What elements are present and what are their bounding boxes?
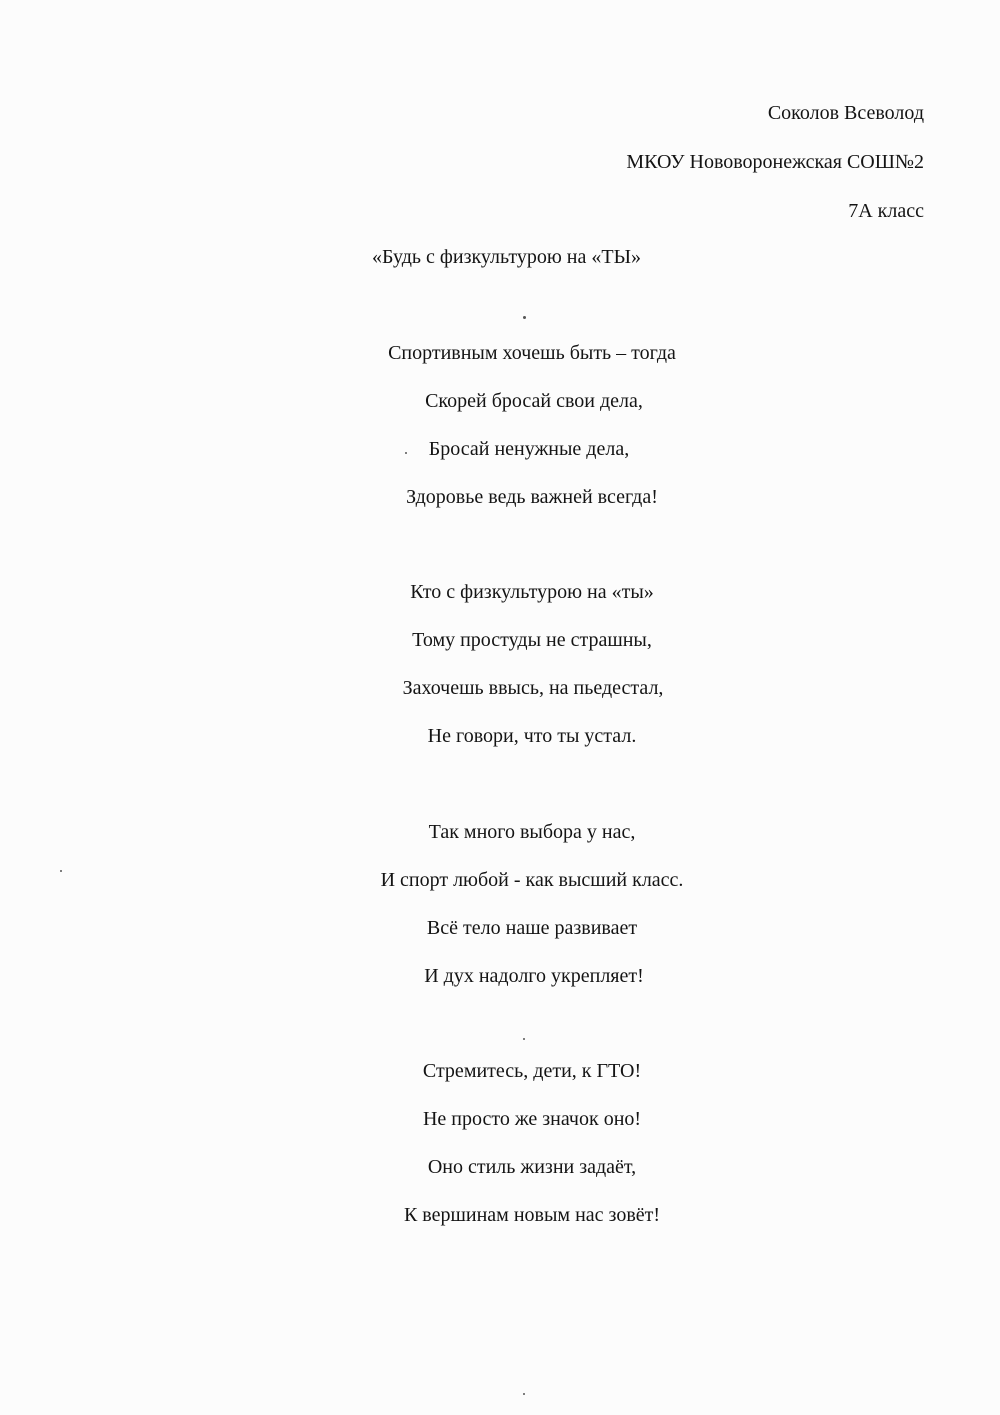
poem-line: Оно стиль жизни задаёт, [427,1156,637,1178]
poem-line: Тому простуды не страшны, [412,629,652,651]
scan-speck [523,1038,525,1040]
author-name: Соколов Всеволод [767,102,924,124]
scan-speck [405,452,407,454]
poem-line: И дух надолго укрепляет! [424,965,644,987]
grade-label: 7А класс [848,200,924,222]
poem-line: Скорей бросай свои дела, [425,390,643,412]
poem-line: Захочешь ввысь, на пьедестал, [402,677,664,699]
scan-speck [60,870,62,872]
poem-line: Бросай ненужные дела, [428,438,630,460]
poem-line: Так много выбора у нас, [428,821,636,843]
school-name: МКОУ Нововоронежская СОШ№2 [626,151,924,173]
poem-title: «Будь с физкультурою на «ТЫ» [372,246,642,268]
scan-speck [523,1393,525,1395]
poem-line: И спорт любой - как высший класс. [380,869,684,891]
poem-line: Не говори, что ты устал. [427,725,637,747]
poem-line: Здоровье ведь важней всегда! [406,486,658,508]
poem-line: Не просто же значок оно! [422,1108,642,1130]
scan-speck [523,316,526,319]
poem-line: К вершинам новым нас зовёт! [403,1204,661,1226]
poem-line: Спортивным хочешь быть – тогда [388,342,676,364]
poem-line: Всё тело наше развивает [426,917,638,939]
poem-line: Стремитесь, дети, к ГТО! [422,1060,642,1082]
poem-line: Кто с физкультурою на «ты» [410,581,654,603]
